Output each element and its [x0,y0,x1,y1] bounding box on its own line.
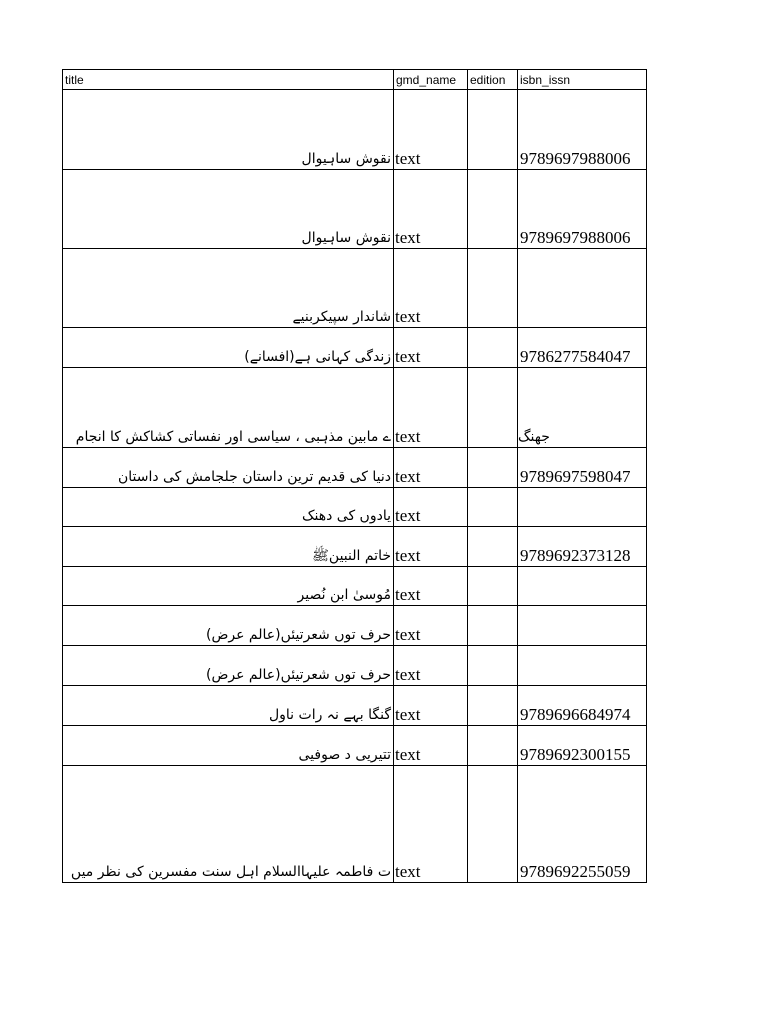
header-row [63,70,647,90]
isbn-cell: 9789692300155 [518,726,647,766]
title-cell: خاتم النبینﷺ [63,527,394,567]
table-row [63,328,647,368]
edition-cell [468,606,518,646]
title-cell: حرف توں شعرتیئں(عالم عرض) [63,646,394,686]
edition-cell [468,686,518,726]
title-cell: شاندار سپیکربنیے [63,249,394,328]
gmd-name-cell: text [394,90,468,170]
isbn-cell: 9789697988006 [518,170,647,249]
table-row [63,567,647,606]
title-cell: تتیریی د صوفیی [63,726,394,766]
isbn-cell [518,488,647,527]
title-cell: نقوش ساہیوال [63,170,394,249]
header-gmd-name: gmd_name [394,70,468,90]
edition-cell [468,646,518,686]
table-row [63,606,647,646]
edition-cell [468,368,518,448]
table-row [63,170,647,249]
title-cell: ت فاطمہ علیہاالسلام اہل سنت مفسرین کی نظر میں [63,766,394,883]
gmd-name-cell: text [394,488,468,527]
table-row [63,646,647,686]
gmd-name-cell: text [394,646,468,686]
isbn-cell: جھنگ [518,368,647,448]
isbn-cell: 9789697598047 [518,448,647,488]
title-cell: گنگا بہے نہ رات ناول [63,686,394,726]
table-row [63,686,647,726]
table-row [63,368,647,448]
edition-cell [468,567,518,606]
gmd-name-cell: text [394,686,468,726]
isbn-cell: 9786277584047 [518,328,647,368]
table-row [63,726,647,766]
edition-cell [468,448,518,488]
isbn-cell [518,646,647,686]
title-cell: یادوں کی دھنک [63,488,394,527]
isbn-cell: 9789692255059 [518,766,647,883]
table-row [63,249,647,328]
table-row [63,488,647,527]
isbn-cell [518,567,647,606]
gmd-name-cell: text [394,328,468,368]
isbn-cell [518,249,647,328]
header-title: title [63,70,394,90]
gmd-name-cell: text [394,606,468,646]
isbn-cell: 9789697988006 [518,90,647,170]
title-cell: مُوسیٰ ابن نُصیر [63,567,394,606]
edition-cell [468,766,518,883]
title-cell: نقوش ساہیوال [63,90,394,170]
edition-cell [468,726,518,766]
gmd-name-cell: text [394,448,468,488]
table-row [63,90,647,170]
edition-cell [468,90,518,170]
gmd-name-cell: text [394,766,468,883]
gmd-name-cell: text [394,527,468,567]
title-cell: دنیا کی قدیم ترین داستان جلجامش کی داستان [63,448,394,488]
isbn-cell: 9789692373128 [518,527,647,567]
edition-cell [468,328,518,368]
title-cell: زندگی کہانی ہے(افسانے) [63,328,394,368]
header-isbn-issn: isbn_issn [518,70,647,90]
edition-cell [468,170,518,249]
gmd-name-cell: text [394,249,468,328]
title-cell: حرف توں شعرتیئں(عالم عرض) [63,606,394,646]
gmd-name-cell: text [394,726,468,766]
title-cell: ے مابین مذہبی ، سیاسی اور نفساتی کشاکش کا انجام [63,368,394,448]
table-row [63,766,647,883]
gmd-name-cell: text [394,567,468,606]
isbn-cell: 9789696684974 [518,686,647,726]
edition-cell [468,527,518,567]
isbn-cell [518,606,647,646]
edition-cell [468,249,518,328]
gmd-name-cell: text [394,170,468,249]
table-row [63,527,647,567]
table-row [63,448,647,488]
header-edition: edition [468,70,518,90]
edition-cell [468,488,518,527]
spreadsheet-table [62,69,647,883]
gmd-name-cell: text [394,368,468,448]
